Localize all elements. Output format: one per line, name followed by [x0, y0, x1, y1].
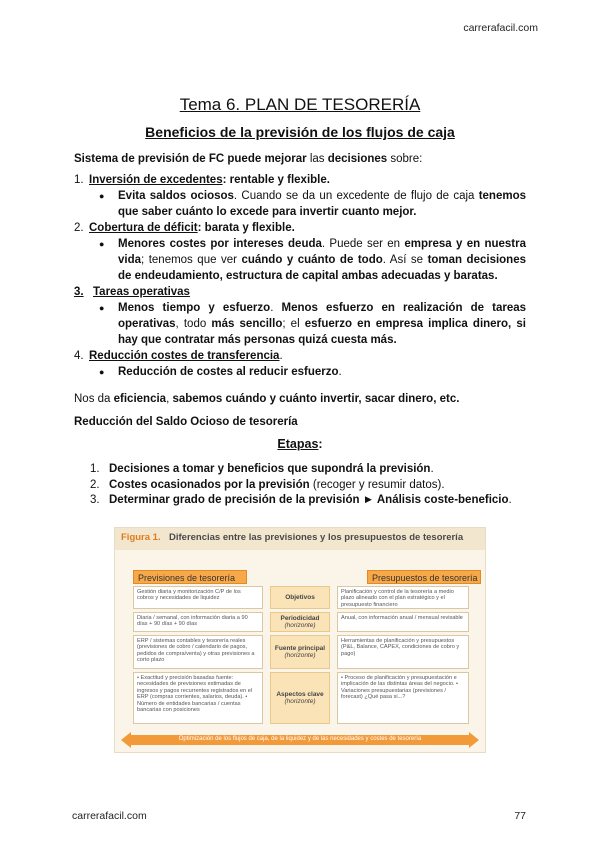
item-label: Tareas operativas [93, 286, 190, 298]
bullet-bold: esfuerzo en empresa implica dinero, si hay que contratar más personas quizá cuesta más. [118, 318, 526, 346]
figure-header [115, 528, 485, 550]
page-title: Tema 6. PLAN DE TESORERÍA [179, 95, 421, 114]
right-cell: • Proceso de planificación y presupuestación e implicación de las distintas áreas del negocio. • Variaciones presupuestarias (previsiones / forecast) ¿Qué pasa si...? [337, 672, 469, 724]
stage-text: Determinar grado de precisión de la previsión ► Análisis coste-beneficio [109, 494, 509, 506]
reduction-heading: Reducción del Saldo Ocioso de tesorería [74, 416, 298, 428]
eff-bold: eficiencia [113, 393, 167, 405]
criteria-sub: (horizonte) [284, 698, 316, 705]
item-number: 3. [74, 286, 84, 298]
right-cell: Anual, con información anual / mensual revisable [337, 612, 469, 632]
list-item [74, 348, 526, 380]
efficiency-paragraph [74, 391, 526, 407]
right-cell: Herramientas de planificación y presupuestos (P&L, Balance, CAPEX, condiciones de cobro y pago) [337, 635, 469, 669]
item-number: 1. [74, 174, 84, 186]
bullet-bold: empresa y en nuestra vida [118, 238, 526, 266]
bullet-text: , todo [175, 318, 212, 330]
bullet-item [89, 188, 526, 220]
item-rest: : barata y flexible. [197, 222, 295, 234]
criteria-cell [270, 672, 330, 724]
eff-text: , [166, 393, 173, 405]
bullet-icon: ● [99, 239, 105, 249]
bullet-icon: ● [99, 191, 105, 201]
bullet-bold: Menos tiempo y esfuerzo [118, 302, 271, 314]
right-cell: Planificación y control de la tesorería a medio plazo alineado con el plan estratégico y el presupuesto financiero [337, 586, 469, 609]
section-subtitle: Beneficios de la previsión de los flujos de caja [145, 124, 455, 140]
bullet-icon: ● [99, 367, 105, 377]
eff-text: Nos da [74, 393, 114, 405]
stage-number: 2. [90, 478, 100, 491]
item-number: 4. [74, 350, 84, 362]
list-item [90, 493, 526, 509]
figure-label: Figura 1. [121, 532, 161, 543]
criteria-label: Fuente principal [274, 645, 326, 652]
bullet-bold: Menores costes por intereses deuda [118, 238, 322, 250]
page-number: 77 [514, 810, 526, 822]
bullet-bold: tenemos que saber cuánto lo excede para invertir cuanto mejor. [118, 190, 526, 218]
criteria-cell [270, 586, 330, 609]
stages-list [90, 462, 526, 509]
bullet-text: . [270, 302, 282, 314]
criteria-label: Objetivos [285, 594, 315, 601]
bullet-text: . Cuando se da un excedente de flujo de caja [233, 190, 479, 202]
footer-site: carrerafacil.com [72, 810, 147, 822]
left-cell: ERP / sistemas contables y tesorería reales (previsiones de cobro / calendario de pagos, pedidos de compra/venta) y otras previsiones a corto plazo [133, 635, 263, 669]
left-cell: • Exactitud y precisión basadas fuente: necesidades de previsiones estimadas de ingresos y pagos recurrentes registrados en el ERP (compras corrientes, salarios, deuda). • Número de entidades bancarias / cuentas bancarias con posiciones [133, 672, 263, 724]
bullet-bold: cuándo y cuánto de todo [241, 254, 383, 266]
bullet-bold: Reducción de costes al reducir esfuerzo [118, 366, 339, 378]
list-item [74, 220, 526, 284]
item-number: 2. [74, 222, 84, 234]
bullet-item [89, 236, 526, 284]
bullet-text: ; el [282, 318, 305, 330]
arrow-caption: Optimización de los flujos de caja, de la liquidez y de las necesidades y costes de tesorería [178, 736, 422, 742]
stage-number: 3. [90, 494, 100, 506]
bullet-text: . Puede ser en [321, 238, 405, 250]
stage-text: Costes ocasionados por la previsión [109, 478, 310, 491]
intro-bold: Sistema de previsión de FC puede mejorar [74, 153, 307, 165]
bullet-icon: ● [99, 303, 105, 313]
etapas-colon: : [318, 437, 323, 451]
stage-tail: (recoger y resumir datos). [309, 478, 445, 491]
header-site: carrerafacil.com [463, 22, 538, 34]
intro-paragraph [74, 151, 526, 167]
bullet-item [89, 364, 526, 380]
item-rest: . [279, 350, 283, 362]
left-cell: Gestión diaria y monitorización C/P de los cobros y necesidades de liquidez [133, 586, 263, 609]
left-column-head: Previsiones de tesorería [133, 570, 247, 584]
criteria-label: Periodicidad [280, 615, 320, 622]
stage-tail: . [508, 494, 512, 506]
bullet-bold: Evita saldos ociosos [118, 190, 234, 202]
item-label: Inversión de excedentes [89, 174, 223, 186]
bullet-bold: Menos esfuerzo en realización de tareas operativas [118, 302, 527, 330]
list-item [74, 172, 526, 220]
figure-title: Diferencias entre las previsiones y los presupuestos de tesorería [169, 532, 464, 543]
stage-text: Decisiones a tomar y beneficios que supondrá la previsión [109, 463, 431, 475]
criteria-cell [270, 612, 330, 632]
criteria-label: Aspectos clave [276, 691, 324, 698]
criteria-sub: (horizonte) [284, 652, 316, 659]
criteria-cell [270, 635, 330, 669]
criteria-sub: (horizonte) [284, 622, 316, 629]
left-cell: Diaria / semanal, con información diaria a 90 días + 90 días + 90 días [133, 612, 263, 632]
bullet-bold: toman decisiones de endeudamiento, estructura de capital ambas adecuadas y baratas. [118, 254, 526, 282]
etapas-label: Etapas [277, 437, 319, 451]
bullet-text: ; tenemos que ver [141, 254, 242, 266]
intro-mid: las [306, 153, 328, 165]
intro-bold2: decisiones [327, 153, 388, 165]
bullet-bold: más sencillo [211, 318, 283, 330]
bullet-text: . [338, 366, 342, 378]
right-column-head: Presupuestos de tesorería [367, 570, 481, 584]
etapas-heading [0, 437, 600, 451]
item-rest: : rentable y flexible. [222, 174, 330, 186]
list-item [74, 284, 526, 348]
eff-bold: sabemos cuándo y cuánto invertir, sacar dinero, etc. [172, 393, 460, 405]
bullet-item [89, 300, 526, 348]
list-item [90, 478, 526, 494]
intro-end: sobre: [387, 153, 423, 165]
stage-number: 1. [90, 463, 100, 475]
item-label: Cobertura de déficit [89, 222, 198, 234]
bullet-text: . Así se [382, 254, 428, 266]
list-item [90, 462, 526, 478]
stage-tail: . [430, 463, 434, 475]
benefits-list [74, 172, 526, 380]
item-label: Reducción costes de transferencia [89, 350, 280, 362]
figure-comparison [114, 527, 486, 753]
